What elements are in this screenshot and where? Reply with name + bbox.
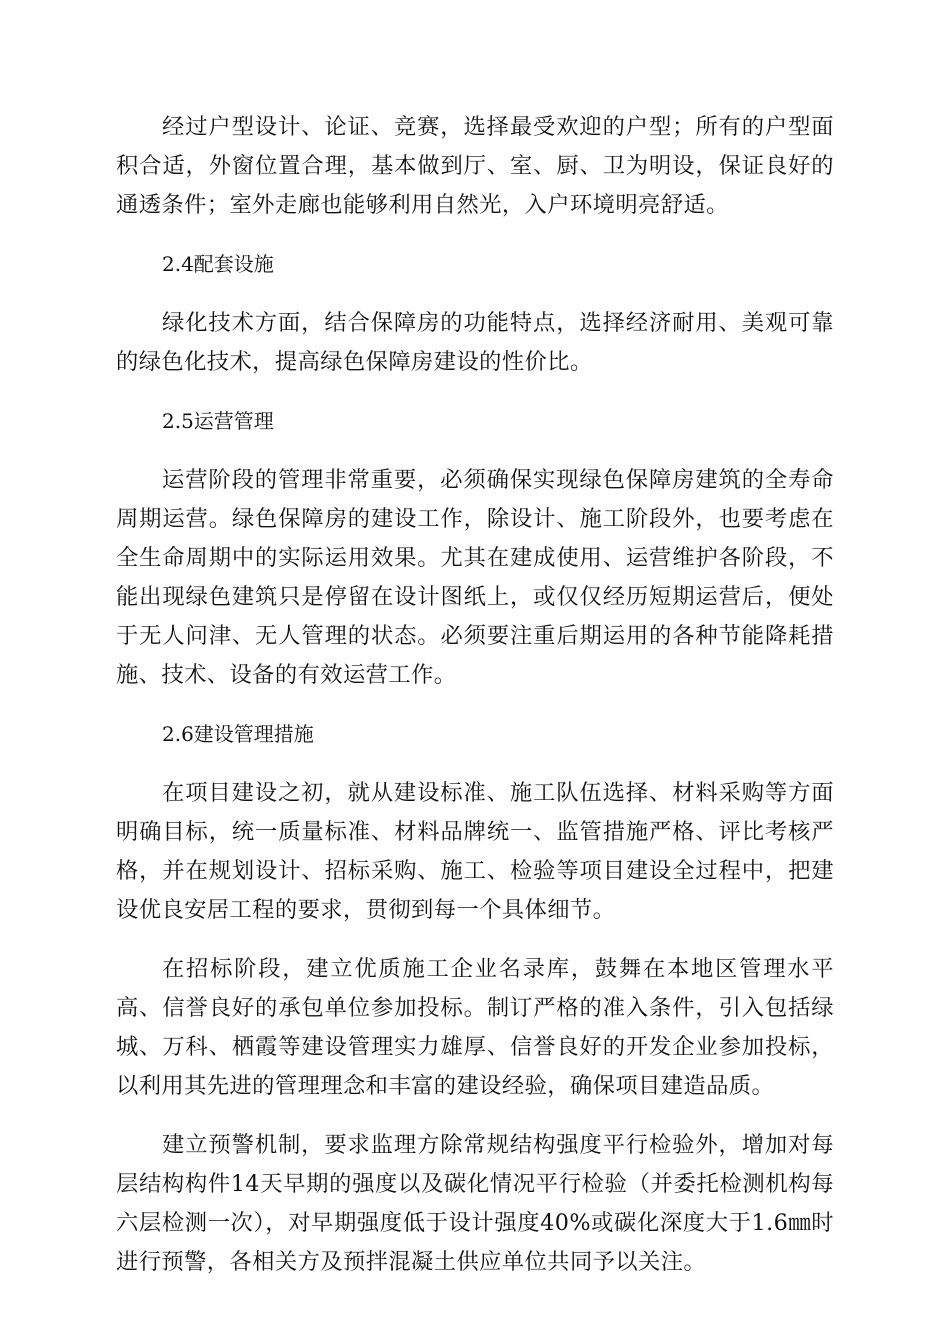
paragraph-greening-tech: 绿化技术方面，结合保障房的功能特点，选择经济耐用、美观可靠的绿色化技术，提高绿色保障房建设的性价比。	[116, 310, 834, 375]
section-heading-2-5: 2.5运营管理	[162, 409, 274, 433]
section-heading-2-6: 2.6建设管理措施	[162, 722, 314, 746]
section-heading-2-4: 2.4配套设施	[162, 252, 274, 276]
paragraph-early-warning: 建立预警机制，要求监理方除常规结构强度平行检验外，增加对每层结构构件14天早期的强度以及碳化情况平行检验（并委托检测机构每六层检测一次），对早期强度低于设计强度40%或碳化深度大于1.6㎜时进行预警，各相关方及预拌混凝土供应单位共同予以关注。	[116, 1132, 834, 1275]
paragraph-project-start: 在项目建设之初，就从建设标准、施工队伍选择、材料采购等方面明确目标，统一质量标准、材料品牌统一、监管措施严格、评比考核严格，并在规划设计、招标采购、施工、检验等项目建设全过程中，把建设优良安居工程的要求，贯彻到每一个具体细节。	[116, 780, 834, 923]
paragraph-operation-management: 运营阶段的管理非常重要，必须确保实现绿色保障房建筑的全寿命周期运营。绿色保障房的建设工作，除设计、施工阶段外，也要考虑在全生命周期中的实际运用效果。尤其在建成使用、运营维护各阶段，不能出现绿色建筑只是停留在设计图纸上，或仅仅经历短期运营后，便处于无人问津、无人管理的状态。必须要注重后期运用的各种节能降耗措施、技术、设备的有效运营工作。	[116, 467, 834, 688]
paragraph-bidding-stage: 在招标阶段，建立优质施工企业名录库，鼓舞在本地区管理水平高、信誉良好的承包单位参加投标。制订严格的准入条件，引入包括绿城、万科、栖霞等建设管理实力雄厚、信誉良好的开发企业参加投标，以利用其先进的管理理念和丰富的建设经验，确保项目建造品质。	[116, 956, 834, 1099]
paragraph-unit-layout: 经过户型设计、论证、竞赛，选择最受欢迎的户型；所有的户型面积合适，外窗位置合理，基本做到厅、室、厨、卫为明设，保证良好的通透条件；室外走廊也能够利用自然光，入户环境明亮舒适。	[116, 114, 834, 218]
document-page	[116, 108, 834, 1302]
